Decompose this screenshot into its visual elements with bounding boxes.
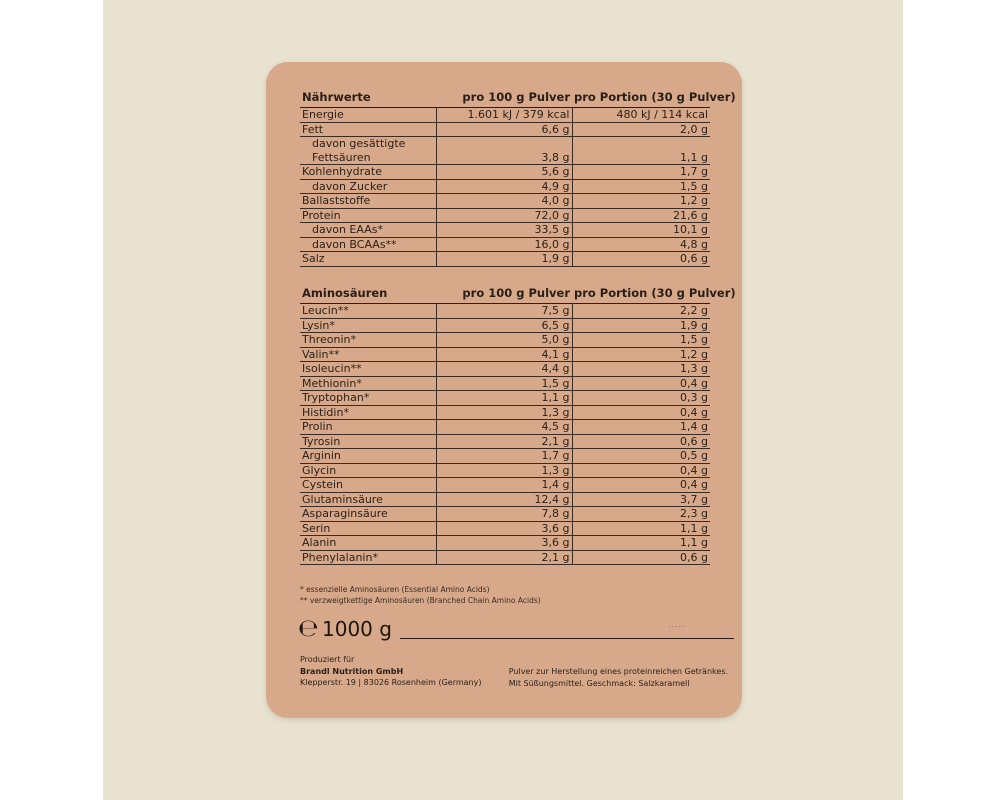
nutrition-header-row (300, 90, 710, 108)
amino-row (300, 463, 710, 478)
amino-row (300, 376, 710, 391)
footnote-branched: ** verzweigtkettige Aminosäuren (Branched Chain Amino Acids) (300, 596, 541, 605)
amino-row-portion: 0,4 g (572, 405, 710, 420)
amino-row-per100: 1,3 g (436, 463, 572, 478)
amino-row-per100: 5,0 g (436, 333, 572, 348)
amino-row-per100: 3,6 g (436, 521, 572, 536)
amino-row-portion: 1,9 g (572, 318, 710, 333)
nutrition-row (300, 108, 710, 123)
amino-row-label: Glycin (300, 463, 436, 478)
amino-row-per100: 1,5 g (436, 376, 572, 391)
amino-row-label: Prolin (300, 420, 436, 435)
producer-company: Brandl Nutrition GmbH (300, 666, 404, 676)
nutrition-row-portion: 1,1 g (572, 137, 710, 165)
description-line-1: Pulver zur Herstellung eines proteinreichen Getränkes. (508, 667, 728, 676)
amino-row (300, 521, 710, 536)
amino-row-per100: 4,4 g (436, 362, 572, 377)
amino-row (300, 434, 710, 449)
nutrition-row-portion: 1,5 g (572, 179, 710, 194)
amino-header-row (300, 286, 710, 304)
amino-row (300, 449, 710, 464)
estimated-sign-icon: ℮ (298, 614, 319, 642)
weight-line (400, 638, 734, 639)
amino-row (300, 405, 710, 420)
amino-row-per100: 7,5 g (436, 304, 572, 319)
amino-row (300, 536, 710, 551)
nutrition-row-portion: 10,1 g (572, 223, 710, 238)
nutrition-row-label: davon Zucker (300, 179, 436, 194)
amino-row-portion: 1,3 g (572, 362, 710, 377)
amino-row-label: Leucin** (300, 304, 436, 319)
nutrition-row-label: davon EAAs* (300, 223, 436, 238)
amino-row (300, 391, 710, 406)
nutrition-body (300, 108, 710, 267)
nutrition-row-per100: 5,6 g (436, 165, 572, 180)
amino-row (300, 478, 710, 493)
nutrition-row-portion: 21,6 g (572, 208, 710, 223)
amino-row-label: Valin** (300, 347, 436, 362)
amino-row-per100: 4,5 g (436, 420, 572, 435)
producer-label: Produziert für (300, 655, 355, 664)
producer-address: Klepperstr. 19 | 83026 Rosenheim (Germany) (300, 678, 482, 687)
amino-row-portion: 1,1 g (572, 521, 710, 536)
nutrition-row-per100: 4,9 g (436, 179, 572, 194)
nutrition-row-portion: 2,0 g (572, 122, 710, 137)
nutrition-table (300, 90, 736, 267)
amino-row-per100: 2,1 g (436, 434, 572, 449)
footnote-essential: * essenzielle Aminosäuren (Essential Amino Acids) (300, 585, 490, 594)
amino-row (300, 507, 710, 522)
product-description (509, 666, 728, 689)
nutrition-row-per100: 1,9 g (436, 252, 572, 267)
nutrition-row (300, 208, 710, 223)
amino-row-per100: 1,3 g (436, 405, 572, 420)
amino-row-portion: 0,6 g (572, 550, 710, 565)
nutrition-row (300, 179, 710, 194)
amino-row-portion: 1,2 g (572, 347, 710, 362)
amino-row-per100: 2,1 g (436, 550, 572, 565)
amino-row-label: Tyrosin (300, 434, 436, 449)
amino-row-portion: 0,5 g (572, 449, 710, 464)
amino-row-portion: 0,4 g (572, 463, 710, 478)
amino-row-portion: 2,2 g (572, 304, 710, 319)
nutrition-row-per100: 16,0 g (436, 237, 572, 252)
amino-row (300, 420, 710, 435)
amino-row-label: Methionin* (300, 376, 436, 391)
amino-row-portion: 1,1 g (572, 536, 710, 551)
amino-row-label: Isoleucin** (300, 362, 436, 377)
nutrition-row-per100: 3,8 g (436, 137, 572, 165)
amino-row-label: Phenylalanin* (300, 550, 436, 565)
nutrition-row (300, 223, 710, 238)
amino-row-portion: 3,7 g (572, 492, 710, 507)
nutrition-row (300, 165, 710, 180)
amino-row (300, 304, 710, 319)
amino-row-portion: 0,4 g (572, 478, 710, 493)
nutrition-row (300, 237, 710, 252)
amino-row-per100: 1,7 g (436, 449, 572, 464)
amino-row (300, 362, 710, 377)
amino-row-per100: 4,1 g (436, 347, 572, 362)
amino-row-label: Asparaginsäure (300, 507, 436, 522)
amino-row-label: Histidin* (300, 405, 436, 420)
net-weight (298, 614, 734, 642)
amino-row-label: Tryptophan* (300, 391, 436, 406)
producer-info (300, 654, 481, 689)
nutrition-row-label: Kohlenhydrate (300, 165, 436, 180)
nutrition-row-portion: 0,6 g (572, 252, 710, 267)
amino-row (300, 492, 710, 507)
amino-row-label: Glutaminsäure (300, 492, 436, 507)
amino-row-per100: 6,5 g (436, 318, 572, 333)
weight-value: 1000 g (322, 617, 392, 641)
nutrition-row-per100: 6,6 g (436, 122, 572, 137)
amino-row-portion: 0,3 g (572, 391, 710, 406)
amino-header-per100: pro 100 g Pulver (436, 286, 572, 304)
amino-row-label: Alanin (300, 536, 436, 551)
nutrition-row-label: davon gesättigte Fettsäuren (300, 137, 436, 165)
nutrition-row (300, 252, 710, 267)
nutrition-row-per100: 1.601 kJ / 379 kcal (436, 108, 572, 123)
amino-row-portion: 1,4 g (572, 420, 710, 435)
nutrition-row-portion: 1,7 g (572, 165, 710, 180)
nutrition-row-label: davon BCAAs** (300, 237, 436, 252)
amino-row-label: Threonin* (300, 333, 436, 348)
amino-row-portion: 0,4 g (572, 376, 710, 391)
amino-row-portion: 0,6 g (572, 434, 710, 449)
amino-row (300, 333, 710, 348)
nutrition-row-label: Fett (300, 122, 436, 137)
amino-row-portion: 2,3 g (572, 507, 710, 522)
amino-row-per100: 7,8 g (436, 507, 572, 522)
amino-row (300, 318, 710, 333)
nutrition-label-card (266, 62, 742, 718)
nutrition-row-per100: 33,5 g (436, 223, 572, 238)
nutrition-row-per100: 4,0 g (436, 194, 572, 209)
amino-row-portion: 1,5 g (572, 333, 710, 348)
nutrition-row-label: Salz (300, 252, 436, 267)
amino-header-label: Aminosäuren (300, 286, 436, 304)
nutrition-row (300, 194, 710, 209)
amino-row-per100: 1,4 g (436, 478, 572, 493)
nutrition-row-per100: 72,0 g (436, 208, 572, 223)
amino-row-label: Cystein (300, 478, 436, 493)
amino-row (300, 550, 710, 565)
amino-acid-table (300, 286, 736, 565)
nutrition-row (300, 122, 710, 137)
amino-row-per100: 12,4 g (436, 492, 572, 507)
amino-header-portion: pro Portion (30 g Pulver) (572, 286, 710, 304)
nutrition-row-label: Energie (300, 108, 436, 123)
weight-dots: ..... (668, 620, 686, 629)
nutrition-header-per100: pro 100 g Pulver (436, 90, 572, 108)
nutrition-row (300, 137, 710, 165)
nutrition-header-portion: pro Portion (30 g Pulver) (572, 90, 710, 108)
nutrition-row-portion: 1,2 g (572, 194, 710, 209)
amino-row (300, 347, 710, 362)
nutrition-row-portion: 480 kJ / 114 kcal (572, 108, 710, 123)
nutrition-row-label: Ballaststoffe (300, 194, 436, 209)
description-line-2: Mit Süßungsmittel. Geschmack: Salzkaramell (508, 678, 690, 688)
amino-row-label: Lysin* (300, 318, 436, 333)
nutrition-row-label: Protein (300, 208, 436, 223)
amino-row-per100: 3,6 g (436, 536, 572, 551)
footnotes (300, 584, 541, 606)
amino-row-label: Serin (300, 521, 436, 536)
nutrition-header-label: Nährwerte (300, 90, 436, 108)
amino-body (300, 304, 710, 565)
amino-row-per100: 1,1 g (436, 391, 572, 406)
nutrition-row-portion: 4,8 g (572, 237, 710, 252)
amino-row-label: Arginin (300, 449, 436, 464)
